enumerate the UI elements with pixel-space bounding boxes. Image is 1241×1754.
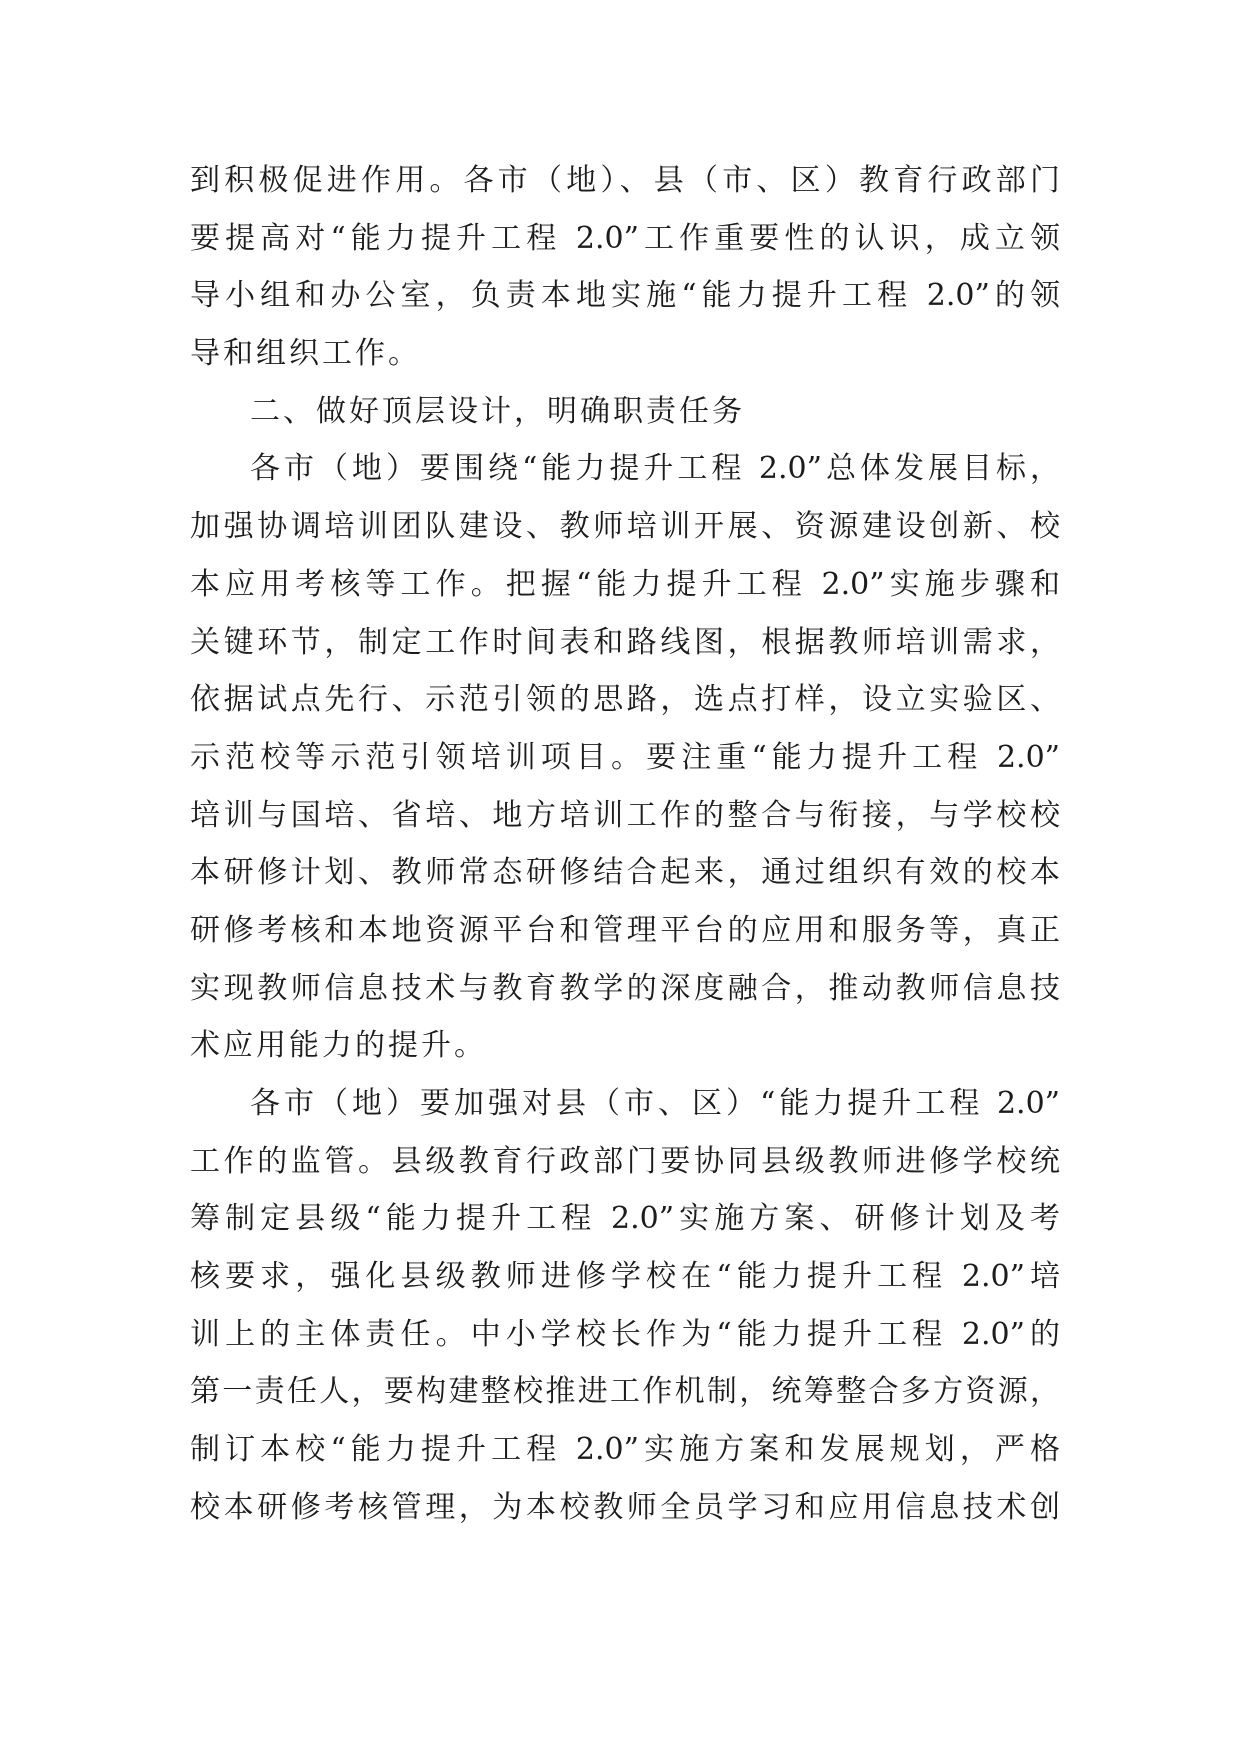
- text-line: 示范校等示范引领培训项目。要注重“能力提升工程 2.0”: [190, 739, 1060, 775]
- text-line: 训上的主体责任。中小学校长作为“能力提升工程 2.0”的: [190, 1316, 1060, 1352]
- text-line: 各市（地）要围绕“能力提升工程 2.0”总体发展目标，: [250, 451, 1060, 487]
- text-line: 工作的监管。县级教育行政部门要协同县级教师进修学校统: [190, 1143, 1060, 1179]
- text-line: 术应用能力的提升。: [190, 1028, 487, 1064]
- text-line: 各市（地）要加强对县（市、区）“能力提升工程 2.0”: [250, 1086, 1060, 1121]
- text-line: 导和组织工作。: [190, 336, 421, 372]
- text-line: 实现教师信息技术与教育教学的深度融合，推动教师信息技: [190, 970, 1060, 1006]
- text-line: 研修考核和本地资源平台和管理平台的应用和服务等，真正: [190, 912, 1060, 948]
- section-heading: 二、做好顶层设计，明确职责任务: [250, 393, 745, 429]
- text-line: 要提高对“能力提升工程 2.0”工作重要性的认识，成立领: [190, 220, 1060, 256]
- text-line: 筹制定县级“能力提升工程 2.0”实施方案、研修计划及考: [190, 1201, 1060, 1237]
- text-line: 制订本校“能力提升工程 2.0”实施方案和发展规划，严格: [190, 1432, 1060, 1468]
- text-line: 依据试点先行、示范引领的思路，选点打样，设立实验区、: [190, 682, 1060, 718]
- text-line: 第一责任人，要构建整校推进工作机制，统筹整合多方资源，: [190, 1374, 1060, 1410]
- text-line: 到积极促进作用。各市（地）、县（市、区）教育行政部门: [190, 163, 1060, 198]
- text-line: 本研修计划、教师常态研修结合起来，通过组织有效的校本: [190, 855, 1060, 891]
- text-line: 培训与国培、省培、地方培训工作的整合与衔接，与学校校: [190, 797, 1060, 833]
- text-line: 本应用考核等工作。把握“能力提升工程 2.0”实施步骤和: [190, 566, 1060, 602]
- text-line: 校本研修考核管理，为本校教师全员学习和应用信息技术创: [190, 1489, 1060, 1525]
- text-line: 关键环节，制定工作时间表和路线图，根据教师培训需求，: [190, 624, 1060, 660]
- document-body: [190, 152, 1060, 1537]
- text-line: 核要求，强化县级教师进修学校在“能力提升工程 2.0”培: [190, 1259, 1060, 1295]
- text-line: 加强协调培训团队建设、教师培训开展、资源建设创新、校: [190, 509, 1060, 545]
- text-line: 导小组和办公室，负责本地实施“能力提升工程 2.0”的领: [190, 278, 1060, 314]
